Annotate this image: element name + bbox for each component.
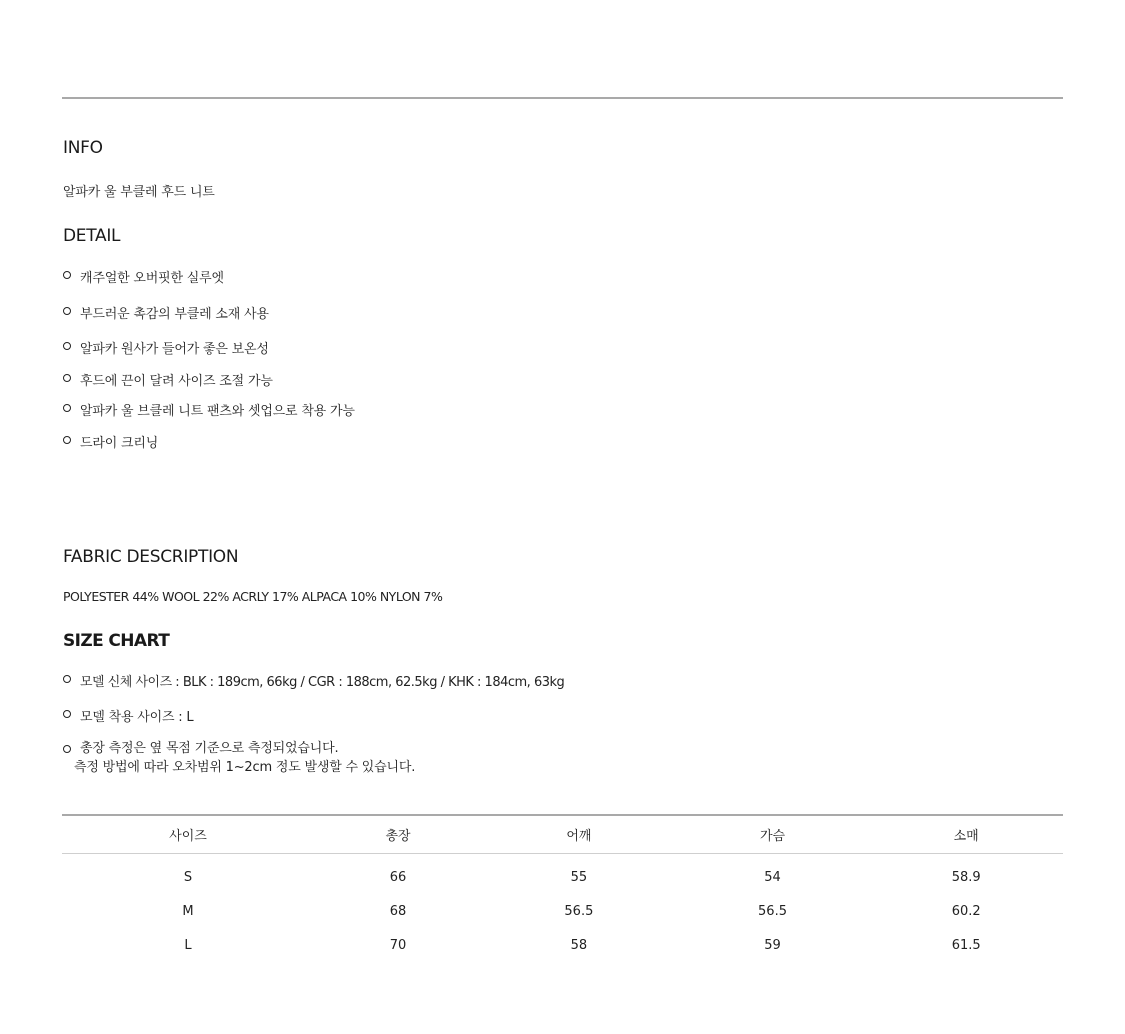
size-note [63,671,564,690]
detail-item-text: 부드러운 촉감의 부클레 소재 사용 [80,307,269,322]
size-note-text: 모델 신체 사이즈 : BLK : 189cm, 66kg / CGR : 188cm, 62.5kg / KHK : 184cm, 63kg [80,675,565,690]
column-header: 총장 [385,829,411,844]
circle-bullet-icon [63,271,71,279]
table-cell: 55 [570,869,588,885]
table-cell: 56.5 [758,903,787,919]
measurement-note-line2: 측정 방법에 따라 오차범위 1~2cm 정도 발생할 수 있습니다. [74,760,416,775]
fabric-composition: POLYESTER 44% WOOL 22% ACRLY 17% ALPACA 10% NYLON 7% [63,589,443,604]
measurement-note-line1: 총장 측정은 옆 목점 기준으로 측정되었습니다. [80,741,339,756]
detail-item-text: 알파카 원사가 들어가 좋은 보온성 [80,342,269,357]
info-heading: INFO [63,138,103,158]
table-cell: 58 [570,937,588,953]
fabric-heading: FABRIC DESCRIPTION [63,547,239,567]
circle-bullet-icon [63,342,71,350]
table-cell: 70 [389,937,407,953]
table-cell: 68 [389,903,407,919]
column-header: 사이즈 [169,829,207,844]
table-cell: L [184,937,192,953]
size-chart-heading: SIZE CHART [63,631,170,651]
detail-item [63,338,269,357]
product-name: 알파카 울 부클레 후드 니트 [63,185,215,200]
table-cell: 54 [764,869,781,885]
detail-item [63,400,355,419]
size-table [62,814,1063,962]
table-cell: S [183,869,193,885]
measurement-note [63,741,415,777]
detail-item-text: 알파카 울 브클레 니트 팬츠와 셋업으로 착용 가능 [80,404,355,419]
top-divider [62,97,1063,99]
detail-item [63,303,269,322]
circle-bullet-icon [63,745,71,753]
detail-item-text: 후드에 끈이 달려 사이즈 조절 가능 [80,374,273,389]
circle-bullet-icon [63,404,71,412]
circle-bullet-icon [63,374,71,382]
table-row [62,854,1063,895]
circle-bullet-icon [63,675,71,683]
column-header: 소매 [953,829,979,844]
table-cell: 58.9 [951,869,981,885]
detail-heading: DETAIL [63,226,121,246]
circle-bullet-icon [63,710,71,718]
circle-bullet-icon [63,307,71,315]
table-cell: 61.5 [951,937,981,953]
column-header: 어깨 [566,829,592,844]
column-header: 가슴 [759,829,786,844]
size-note [63,706,193,725]
detail-item-text: 캐주얼한 오버핏한 실루엣 [80,271,224,286]
table-cell: M [182,903,194,919]
size-note-text: 모델 착용 사이즈 : L [80,710,194,725]
table-row [62,928,1063,962]
circle-bullet-icon [63,436,71,444]
table-cell: 56.5 [564,903,594,919]
detail-item [63,432,158,451]
table-row [62,894,1063,928]
detail-item [63,267,224,286]
detail-item [63,370,273,389]
table-cell: 66 [389,869,407,885]
table-header-row [62,815,1063,854]
detail-item-text: 드라이 크리닝 [80,436,159,451]
table-cell: 60.2 [951,903,981,919]
table-cell: 59 [764,937,781,953]
